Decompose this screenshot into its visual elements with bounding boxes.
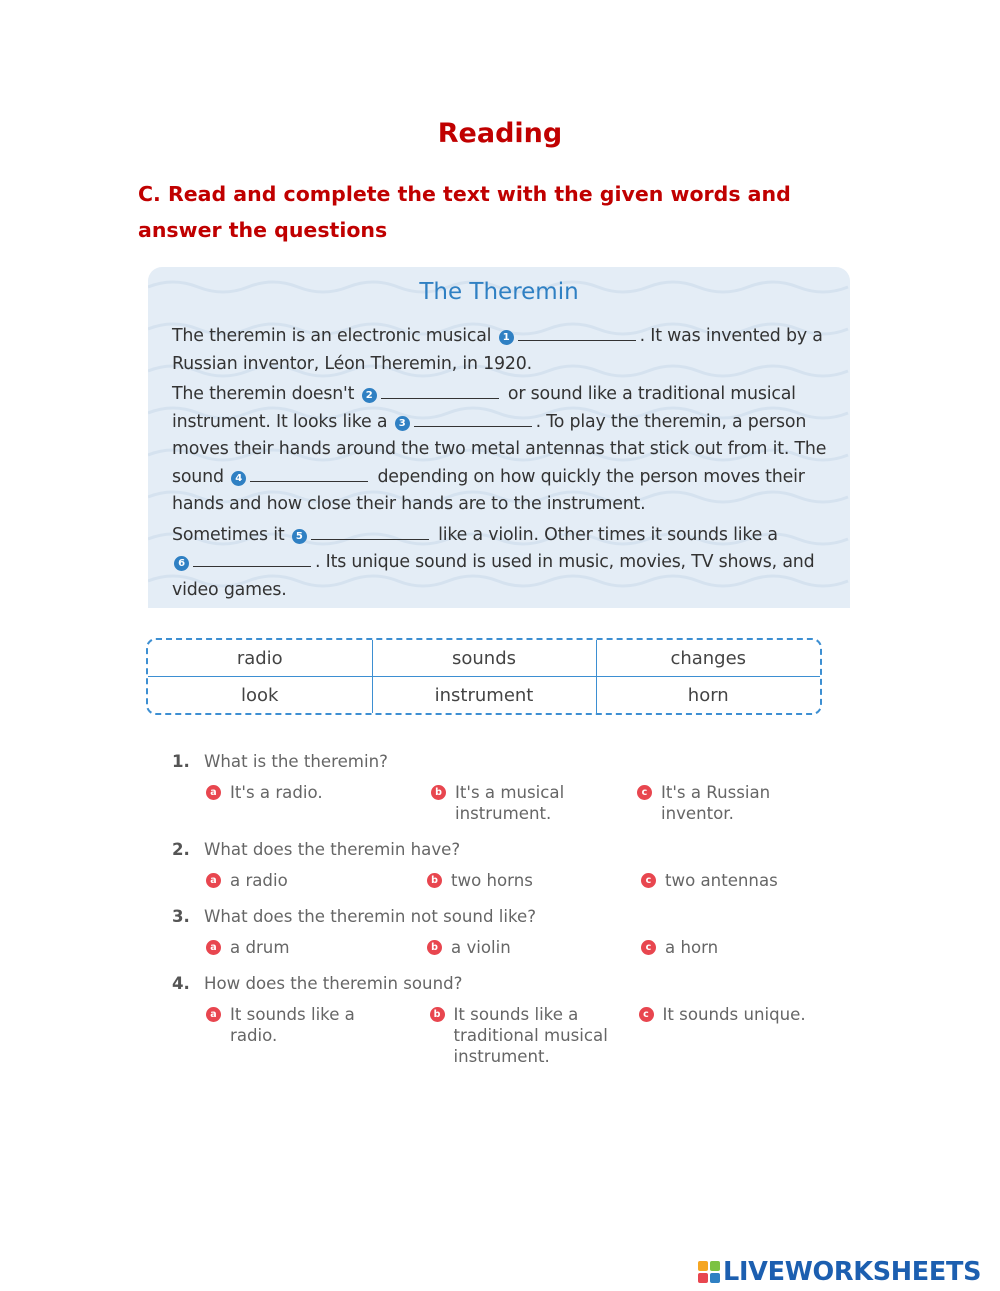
question-number: 2. bbox=[172, 840, 190, 859]
option-c[interactable] bbox=[639, 1004, 863, 1067]
option-letter-icon: c bbox=[641, 940, 656, 955]
option-letter-icon: b bbox=[431, 785, 446, 800]
blank-2[interactable] bbox=[381, 384, 499, 399]
passage-paragraph-2 bbox=[172, 381, 836, 519]
passage-body bbox=[172, 323, 836, 607]
logo-text: LIVEWORKSHEETS bbox=[723, 1257, 982, 1287]
word-bank-item[interactable]: changes bbox=[596, 640, 820, 677]
option-letter-icon: c bbox=[637, 785, 652, 800]
passage-paragraph-3 bbox=[172, 522, 836, 605]
blank-marker-6: 6 bbox=[174, 556, 189, 571]
word-bank-item[interactable]: sounds bbox=[372, 640, 596, 677]
word-bank-table bbox=[148, 640, 820, 713]
option-b[interactable] bbox=[427, 870, 641, 891]
passage-text-segment: . Its unique sound is used in music, movies, TV shows, and video games. bbox=[172, 552, 815, 600]
passage-paragraph-1 bbox=[172, 323, 836, 378]
question-text: What does the theremin have? bbox=[204, 840, 461, 859]
option-text: It sounds unique. bbox=[662, 1005, 806, 1024]
word-bank-row bbox=[148, 640, 820, 677]
option-letter-icon: c bbox=[641, 873, 656, 888]
logo-grid-icon bbox=[698, 1261, 720, 1283]
word-bank-item[interactable]: look bbox=[148, 677, 372, 714]
option-letter-icon: c bbox=[639, 1007, 654, 1022]
liveworksheets-logo[interactable] bbox=[698, 1257, 981, 1287]
logo-tile bbox=[698, 1261, 708, 1271]
option-a[interactable] bbox=[206, 1004, 430, 1067]
option-letter-icon: b bbox=[430, 1007, 445, 1022]
question-3 bbox=[172, 905, 862, 958]
passage-text-segment: Sometimes it bbox=[172, 524, 285, 545]
question-1 bbox=[172, 750, 862, 824]
option-text: It sounds like a radio. bbox=[230, 1005, 355, 1045]
option-text: It's a musical instrument. bbox=[455, 783, 565, 823]
question-text: How does the theremin sound? bbox=[204, 974, 463, 993]
blank-marker-4: 4 bbox=[231, 471, 246, 486]
option-letter-icon: b bbox=[427, 873, 442, 888]
passage-text-segment: The theremin doesn't bbox=[172, 384, 355, 404]
option-letter-icon: a bbox=[206, 873, 221, 888]
option-c[interactable] bbox=[641, 870, 862, 891]
option-b[interactable] bbox=[430, 1004, 639, 1067]
option-text: a horn bbox=[665, 938, 719, 957]
passage-text-segment: . It was invented by a Russian inventor, Léon Theremin, in 1920. bbox=[172, 326, 823, 374]
option-text: two horns bbox=[451, 871, 533, 890]
option-text: a radio bbox=[230, 871, 288, 890]
logo-tile bbox=[698, 1273, 708, 1283]
word-bank-item[interactable]: instrument bbox=[372, 677, 596, 714]
option-b[interactable] bbox=[431, 782, 637, 824]
blank-marker-5: 5 bbox=[292, 529, 307, 544]
blank-4[interactable] bbox=[250, 467, 368, 482]
passage-text-segment: The theremin is an electronic musical bbox=[172, 326, 492, 346]
option-letter-icon: b bbox=[427, 940, 442, 955]
option-text: It's a Russian inventor. bbox=[660, 783, 771, 823]
blank-marker-1: 1 bbox=[499, 330, 514, 345]
word-bank-row bbox=[148, 677, 820, 714]
option-text: a drum bbox=[230, 938, 290, 957]
question-number: 3. bbox=[172, 907, 190, 926]
word-bank-item[interactable]: horn bbox=[687, 684, 729, 706]
option-letter-icon: a bbox=[206, 940, 221, 955]
question-list bbox=[172, 750, 862, 1081]
passage-text-segment: like a violin. Other times it sounds like a bbox=[438, 524, 778, 545]
option-c[interactable] bbox=[637, 782, 862, 824]
question-4 bbox=[172, 972, 862, 1067]
question-number: 4. bbox=[172, 974, 190, 993]
question-text: What does the theremin not sound like? bbox=[204, 907, 537, 926]
passage-text-segment: . To play the theremin, a person moves their hands around the two metal antennas that stick out from it. The sound bbox=[172, 411, 827, 487]
blank-marker-2: 2 bbox=[362, 388, 377, 403]
option-text: a violin bbox=[451, 938, 511, 957]
option-a[interactable] bbox=[206, 937, 427, 958]
option-text: It's a radio. bbox=[230, 783, 323, 802]
blank-5[interactable] bbox=[311, 525, 429, 540]
blank-1[interactable] bbox=[518, 326, 636, 341]
question-text: What is the theremin? bbox=[204, 752, 388, 771]
option-letter-icon: a bbox=[206, 1007, 221, 1022]
logo-tile bbox=[710, 1273, 720, 1283]
question-number: 1. bbox=[172, 752, 190, 771]
reading-passage bbox=[148, 267, 850, 608]
blank-6[interactable] bbox=[193, 552, 311, 567]
blank-3[interactable] bbox=[414, 412, 532, 427]
passage-text-segment: depending on how quickly the person moves their hands and how close their hands are to the instrument. bbox=[172, 466, 805, 514]
instruction-heading: C. Read and complete the text with the given words and answer the questions bbox=[138, 182, 791, 242]
blank-marker-3: 3 bbox=[395, 416, 410, 431]
question-2 bbox=[172, 838, 862, 891]
option-text: It sounds like a traditional musical instrument. bbox=[453, 1005, 608, 1066]
passage-text-segment: or sound like a traditional musical instrument. It looks like a bbox=[172, 384, 796, 432]
option-b[interactable] bbox=[427, 937, 641, 958]
option-letter-icon: a bbox=[206, 785, 221, 800]
passage-title: The Theremin bbox=[419, 279, 579, 305]
word-bank-item[interactable]: radio bbox=[148, 640, 372, 677]
logo-tile bbox=[710, 1261, 720, 1271]
option-a[interactable] bbox=[206, 870, 427, 891]
page-title: Reading bbox=[437, 118, 563, 149]
option-c[interactable] bbox=[641, 937, 862, 958]
word-bank bbox=[146, 638, 822, 715]
option-text: two antennas bbox=[665, 871, 778, 890]
option-a[interactable] bbox=[206, 782, 431, 824]
